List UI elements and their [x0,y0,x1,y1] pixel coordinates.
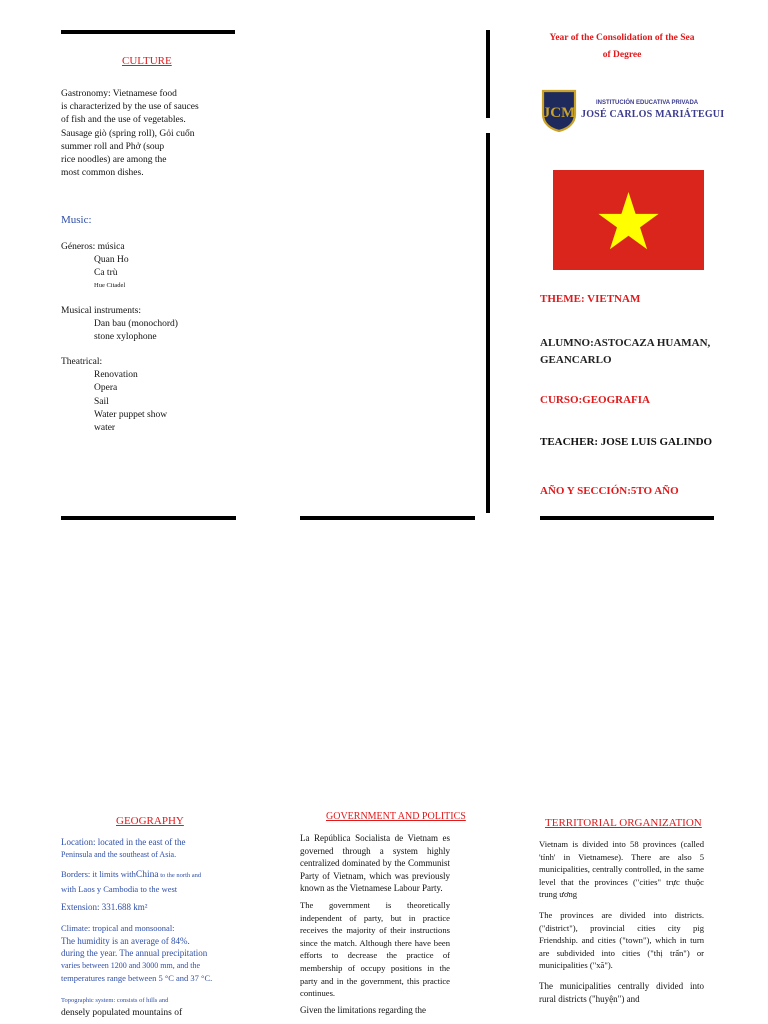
top-left-rule [61,30,235,34]
theatrical-item: Water puppet show [94,409,168,420]
school-crest-icon [540,88,578,132]
flag-star-icon [553,170,704,270]
music-genres [61,241,129,290]
bottom-rule-middle [300,516,475,520]
theatrical-item: Renovation [94,370,138,381]
theme-label: THEME: VIETNAM [540,293,641,305]
instrument-item: stone xylophone [94,332,157,343]
government-paragraph: Given the limitations regarding the [300,1004,426,1015]
music-instruments [61,305,178,345]
genre-item: Ca trù [94,268,118,279]
gastronomy-line: most common dishes. [61,168,144,179]
climate-line: during the year. The annual precipitation [61,948,208,958]
government-paragraph: The government is theoretically independent of party, but in practice receives the majority of their instructions since the match. Although there have been efforts to decrease the practice of membership of occupy positions in the party and in the government, this practice continues. [300,899,450,999]
borders-prefix: Borders: it limits with [61,869,136,879]
location-line: Peninsula and the southeast of Asia. [61,849,177,859]
borders-mid: to the north and [158,872,202,879]
theatrical-item: water [94,423,116,434]
geography-topography [61,997,182,1020]
government-body [300,832,450,1016]
culture-gastronomy [61,88,199,180]
bottom-rule-left [61,516,236,520]
bottom-rule-right [540,516,714,520]
gastronomy-line: summer roll and Phở (soup [61,141,165,152]
music-heading: Music: [61,214,92,226]
theatrical [61,356,167,435]
vertical-rule-lower [486,133,490,513]
territorial-paragraph: The municipalities centrally divided into rural districts ("huyện") and [539,980,704,1004]
school-small-caption: INSTITUCIÓN EDUCATIVA PRIVADA [596,100,699,106]
instrument-item: Dan bau (monochord) [94,319,178,330]
gastronomy-line: of fish and the use of vegetables. [61,115,186,126]
geography-location [61,836,218,861]
territorial-body [539,838,704,1005]
borders-line2: with Laos y Cambodia to the west [61,883,178,894]
gastronomy-line: Sausage giò (spring roll), Gỏi cuốn [61,128,195,139]
location-line: Location: located in the east of the [61,837,186,847]
geography-borders [61,868,201,895]
instruments-label: Musical instruments: [61,306,141,316]
government-paragraph: La República Socialista de Vietnam es governed through a system highly centralized dominated by the Communist Party of Vietnam, which was previously known as the Vietnamese Labour Party. [300,833,450,894]
climate-line: temperatures range between 5 °C and 37 °C. [61,973,213,983]
crest-monogram: JCM [542,105,576,121]
genre-note: Hue Citadel [94,281,126,289]
vietnam-flag [553,170,704,270]
genres-label: Géneros: música [61,242,125,252]
student-name [540,335,710,369]
geography-extension: Extension: 331.688 km² [61,902,148,912]
topo-label: Topographic system: consists of hills and [61,997,169,1004]
theatrical-item: Opera [94,383,118,394]
theatrical-item: Sail [94,396,109,407]
school-name: JOSÉ CARLOS MARIÁTEGUI [581,109,725,120]
year-section-label: AÑO Y SECCIÓN:5TO AÑO [540,485,679,497]
climate-line: The humidity is an average of 84%. [61,935,190,946]
student-line: ALUMNO:ASTOCAZA HUAMAN, [540,337,711,349]
climate-label: Climate: tropical and monsoonal: [61,923,175,933]
motto-line: Year of the Consolidation of the Sea [549,33,695,43]
territorial-title: TERRITORIAL ORGANIZATION [545,817,702,829]
student-line: GEANCARLO [540,354,612,366]
geography-climate [61,922,228,985]
gastronomy-line: Gastronomy: Vietnamese food [61,89,177,99]
gastronomy-line: rice noodles) are among the [61,155,167,166]
course-label: CURSO:GEOGRAFIA [540,394,651,406]
territorial-paragraph: The provinces are divided into districts. ("district"), provincial cities city pig Friendship. and cities ("town"), which in turn are subdivided into cities ("thị trấn") or municipalities ("xã"). [539,909,704,971]
gastronomy-line: is characterized by the use of sauces [61,102,199,113]
vertical-rule-upper [486,30,490,118]
teacher-label: TEACHER: JOSE LUIS GALINDO [540,436,713,448]
school-logo-block [540,88,725,132]
motto [537,30,707,64]
territorial-paragraph: Vietnam is divided into 58 provinces (called 'tỉnh' in Vietnamese). There are also 5 municipalities, centrally controlled, in the same level that the provinces ("cities" trực thuộc trung ương [539,839,704,900]
geography-title: GEOGRAPHY [116,815,184,827]
motto-line: of Degree [602,50,642,60]
theatrical-label: Theatrical: [61,357,103,367]
topo-line: densely populated mountains of [61,1008,183,1018]
culture-title: CULTURE [122,55,172,67]
genre-item: Quan Ho [94,255,129,266]
borders-china: China [135,870,159,880]
climate-line: varies between 1200 and 3000 mm, and the [61,960,201,970]
government-title: GOVERNMENT AND POLITICS [326,811,466,822]
